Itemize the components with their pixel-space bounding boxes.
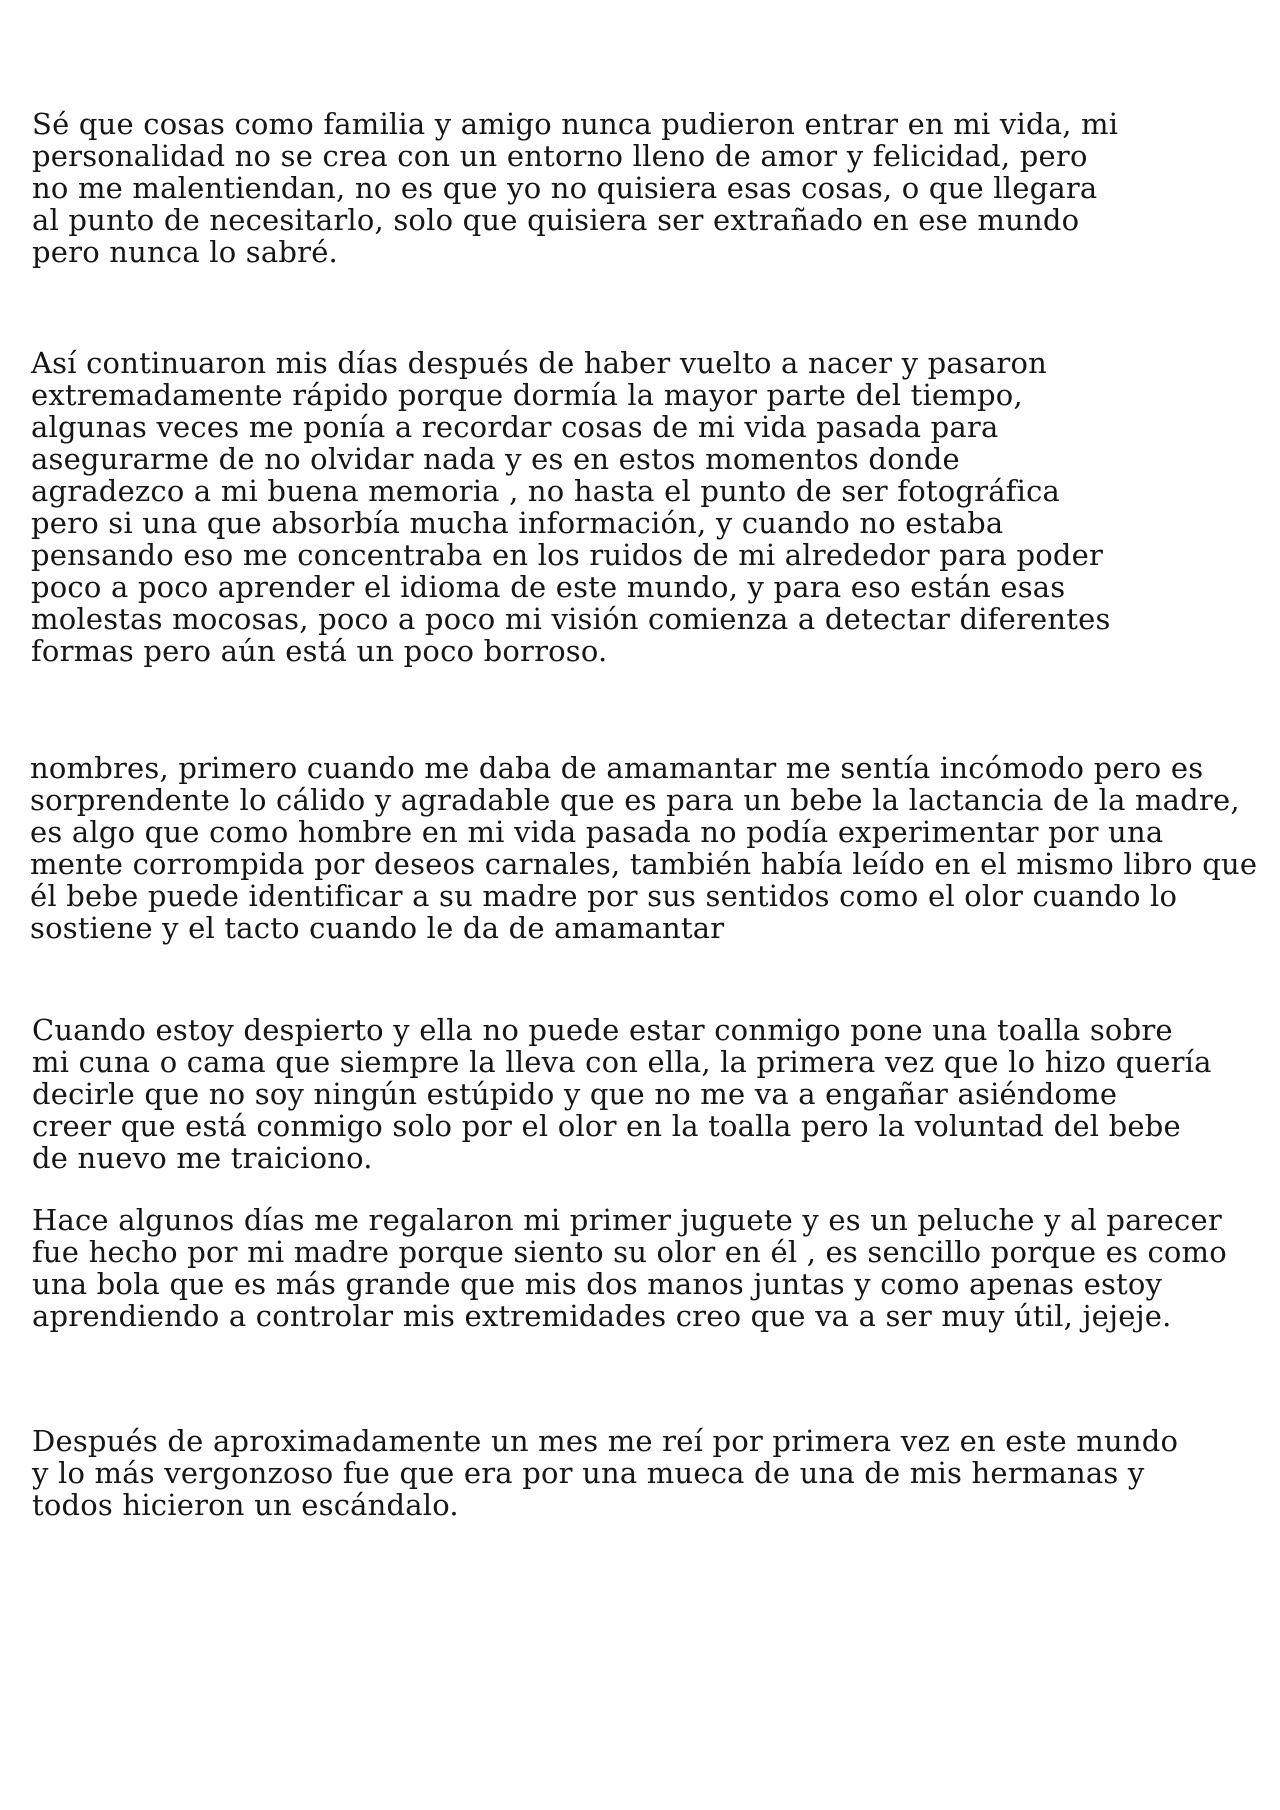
- paragraph-familia: [32, 108, 1118, 268]
- text-line: pero si una que absorbía mucha información, y cuando no estaba: [31, 506, 1004, 540]
- text-line: Sé que cosas como familia y amigo nunca pudieron entrar en mi vida, mi: [32, 107, 1119, 141]
- text-line: Así continuaron mis días después de haber vuelto a nacer y pasaron: [31, 346, 1048, 380]
- text-line: fue hecho por mi madre porque siento su olor en él , es sencillo porque es como: [32, 1235, 1227, 1269]
- text-line: nombres, primero cuando me daba de amamantar me sentía incómodo pero es: [30, 751, 1204, 785]
- text-line: sostiene y el tacto cuando le da de amamantar: [30, 911, 725, 945]
- text-line: pero nunca lo sabré.: [32, 235, 338, 269]
- text-line: todos hicieron un escándalo.: [32, 1488, 459, 1522]
- text-line: Hace algunos días me regalaron mi primer juguete y es un peluche y al parecer: [32, 1203, 1222, 1237]
- text-line: Cuando estoy despierto y ella no puede estar conmigo pone una toalla sobre: [32, 1013, 1173, 1047]
- paragraph-risa: [32, 1425, 1178, 1521]
- text-line: asegurarme de no olvidar nada y es en estos momentos donde: [31, 442, 960, 476]
- text-line: al punto de necesitarlo, solo que quisiera ser extrañado en ese mundo: [32, 203, 1080, 237]
- text-line: y lo más vergonzoso fue que era por una mueca de una de mis hermanas y: [32, 1456, 1145, 1490]
- text-line: molestas mocosas, poco a poco mi visión comienza a detectar diferentes: [31, 602, 1111, 636]
- text-line: poco a poco aprender el idioma de este mundo, y para eso están esas: [31, 570, 1066, 604]
- text-line: decirle que no soy ningún estúpido y que no me va a engañar asiéndome: [32, 1077, 1118, 1111]
- paragraph-juguete: [32, 1204, 1227, 1332]
- text-line: no me malentiendan, no es que yo no quisiera esas cosas, o que llegara: [32, 171, 1098, 205]
- text-line: formas pero aún está un poco borroso.: [31, 634, 608, 668]
- text-line: Después de aproximadamente un mes me reí por primera vez en este mundo: [32, 1424, 1179, 1458]
- text-line: pensando eso me concentraba en los ruidos de mi alrededor para poder: [31, 538, 1104, 572]
- text-line: aprendiendo a controlar mis extremidades creo que va a ser muy útil, jejeje.: [32, 1299, 1172, 1333]
- text-line: sorprendente lo cálido y agradable que es para un bebe la lactancia de la madre,: [30, 783, 1240, 817]
- text-line: una bola que es más grande que mis dos manos juntas y como apenas estoy: [32, 1267, 1163, 1301]
- text-line: de nuevo me traiciono.: [32, 1141, 373, 1175]
- text-line: agradezco a mi buena memoria , no hasta el punto de ser fotográfica: [31, 474, 1061, 508]
- text-line: personalidad no se crea con un entorno lleno de amor y felicidad, pero: [32, 139, 1088, 173]
- paragraph-nombres: [30, 752, 1257, 944]
- text-line: él bebe puede identificar a su madre por sus sentidos como el olor cuando lo: [30, 879, 1178, 913]
- paragraph-toalla: [32, 1014, 1212, 1174]
- text-line: algunas veces me ponía a recordar cosas de mi vida pasada para: [31, 410, 999, 444]
- text-line: creer que está conmigo solo por el olor en la toalla pero la voluntad del bebe: [32, 1109, 1181, 1143]
- paragraph-dias: [31, 347, 1111, 667]
- text-line: mi cuna o cama que siempre la lleva con ella, la primera vez que lo hizo quería: [32, 1045, 1212, 1079]
- text-line: extremadamente rápido porque dormía la mayor parte del tiempo,: [31, 378, 1023, 412]
- text-line: mente corrompida por deseos carnales, también había leído en el mismo libro que: [30, 847, 1258, 881]
- text-line: es algo que como hombre en mi vida pasada no podía experimentar por una: [30, 815, 1164, 849]
